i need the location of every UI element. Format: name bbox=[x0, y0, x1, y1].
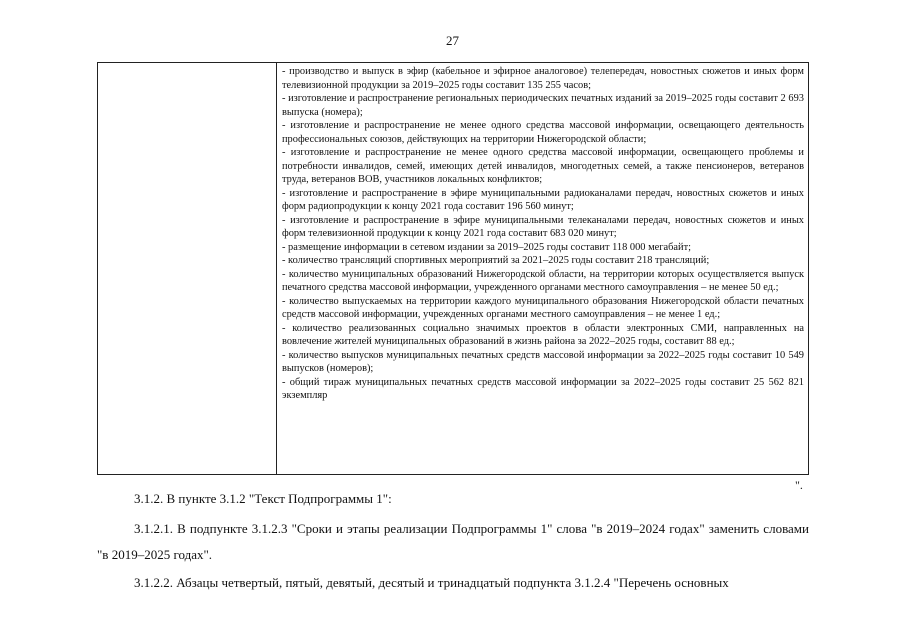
page-number: 27 bbox=[446, 33, 459, 48]
list-item: - производство и выпуск в эфир (кабельное и эфирное аналоговое) телепередач, новостных сюжетов и иных форм телевизионной продукции за 2019–2025 годы составит 135 255 часов; bbox=[282, 66, 804, 91]
table-right-cell bbox=[277, 65, 804, 474]
paragraph-3-1-2-2: 3.1.2.2. Абзацы четвертый, пятый, девятый, десятый и тринадцатый подпункта 3.1.2.4 "Перечень основных bbox=[134, 575, 729, 590]
list-item: - общий тираж муниципальных печатных средств массовой информации за 2022–2025 годы составит 25 562 821 экземпляр bbox=[282, 376, 804, 401]
list-item: - количество выпусков муниципальных печатных средств массовой информации за 2022–2025 годы составит 10 549 выпусков (номеров); bbox=[282, 349, 804, 374]
paragraph-3-1-2-1: 3.1.2.1. В подпункте 3.1.2.3 "Сроки и этапы реализации Подпрограммы 1" слова "в 2019–2024 годах" заменить словами "в 2019–2025 годах". bbox=[97, 521, 809, 562]
list-item: - размещение информации в сетевом издании за 2019–2025 годы составит 118 000 мегабайт; bbox=[282, 241, 692, 253]
list-item: - изготовление и распространение в эфире муниципальными телеканалами передач, новостных сюжетов и иных форм телевизионной продукции к концу 2021 года составит 683 020 минут; bbox=[282, 214, 804, 239]
list-item: - количество трансляций спортивных мероприятий за 2021–2025 годы составит 218 трансляций; bbox=[282, 255, 710, 266]
list-item: - изготовление и распространение в эфире муниципальными радиоканалами передач, новостных сюжетов и иных форм радиопродукции к концу 2021 года составит 196 560 минут; bbox=[282, 187, 804, 212]
list-item: - изготовление и распространение региональных периодических печатных изданий за 2019–2025 годы составит 2 693 выпуска (номера); bbox=[282, 93, 804, 118]
list-item: - количество муниципальных образований Нижегородской области, на территории которых осуществляется выпуск печатного средства массовой информации, учрежденного органами местного самоуправления – не менее 50 ед.; bbox=[282, 268, 804, 293]
closing-quote: ". bbox=[795, 478, 803, 492]
list-item: - изготовление и распространение не менее одного средства массовой информации, освещающего проблемы и потребности инвалидов, семей, имеющих детей инвалидов, многодетных семей, а также пенсионеров, ветеранов труда, ветеранов ВОВ, участников локальных конфликтов; bbox=[282, 147, 804, 185]
list-item: - изготовление и распространение не менее одного средства массовой информации, освещающего деятельность профессиональных союзов, действующих на территории Нижегородской области; bbox=[282, 120, 804, 145]
paragraph-3-1-2: 3.1.2. В пункте 3.1.2 "Текст Подпрограммы 1": bbox=[134, 491, 392, 506]
document-table bbox=[97, 62, 809, 475]
list-item: - количество реализованных социально значимых проектов в области электронных СМИ, направленных на вовлечение жителей муниципальных образований в жизнь района за 2022–2025 годы, составит 88 ед.; bbox=[282, 322, 804, 347]
table-left-cell bbox=[98, 63, 277, 474]
list-item: - количество выпускаемых на территории каждого муниципального образования Нижегородской области печатных средств массовой информации, учрежденных органами местного самоуправления – не менее 1 ед.; bbox=[282, 295, 804, 320]
